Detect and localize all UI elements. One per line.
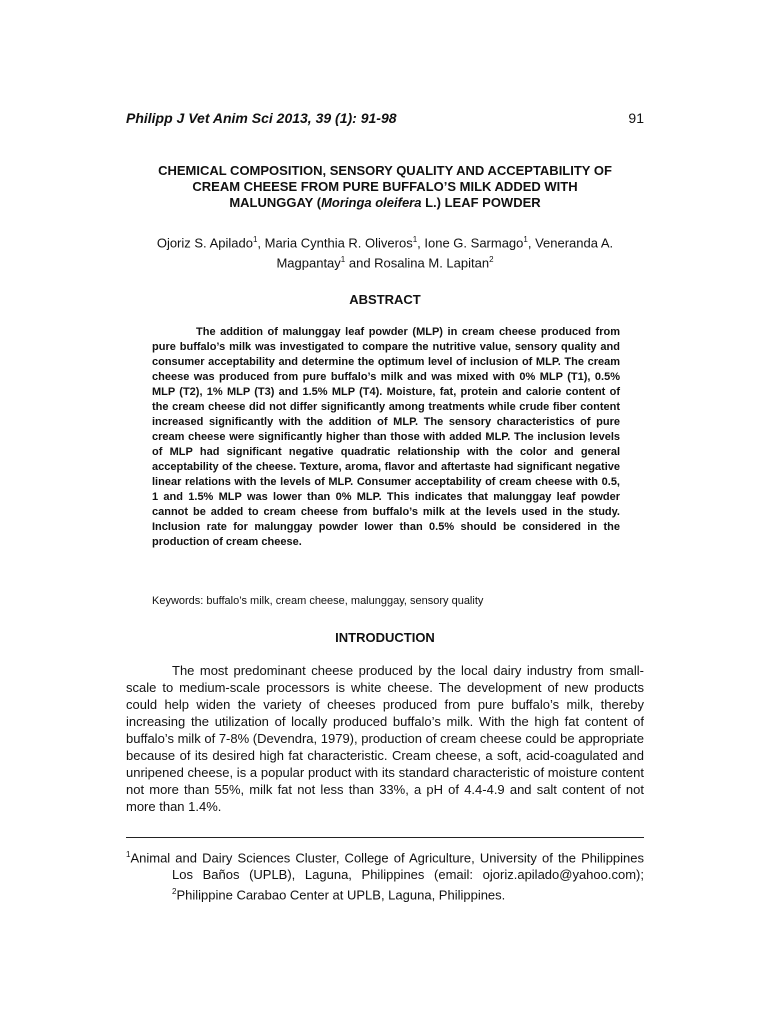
footnote-text: Philippine Carabao Center at UPLB, Laguna, Philippines. [176, 887, 506, 903]
title-species-name: Moringa oleifera [321, 195, 422, 210]
title-line-1: CHEMICAL COMPOSITION, SENSORY QUALITY AND ACCEPTABILITY OF [158, 163, 612, 178]
abstract-text: The addition of malunggay leaf powder (MLP) in cream cheese produced from pure buffalo’s milk was investigated to compare the nutritive value, sensory quality and consumer acceptability and determine the optimum level of inclusion of MLP. The cream cheese was produced from pure buffalo’s milk and was mixed with 0% MLP (T1), 0.5% MLP (T2), 1% MLP (T3) and 1.5% MLP (T4). Moisture, fat, protein and calorie content of the cream cheese did not differ significantly among treatments while crude fiber content increased significantly with the addition of MLP. The sensory characteristics of pure cream cheese were significantly higher than those with added MLP. The inclusion levels of MLP had significant negative quadratic relationship with the color and general acceptability of the cheese. Texture, aroma, flavor and aftertaste had significant negative linear relations with the levels of MLP. Consumer acceptability of cream cheese with 0.5, 1 and 1.5% MLP was lower than 0% MLP. This indicates that malunggay leaf powder cannot be added to cream cheese from buffalo’s milk at the levels used in the study. Inclusion rate for malunggay powder lower than 0.5% should be considered in the production of cream cheese. [152, 326, 620, 548]
introduction-text: The most predominant cheese produced by the local dairy industry from small-scale to medium-scale processors is white cheese. The development of new products could help widen the variety of cheeses produced from pure buffalo’s milk, thereby increasing the utilization of locally produced buffalo’s milk. With the high fat content of buffalo’s milk of 7-8% (Devendra, 1979), production of cream cheese could be appropriate because of its desired high fat characteristic. Cream cheese, a soft, acid-coagulated and unripened cheese, is a popular product with its standard characteristic of moisture content not more than 55%, milk fat not less than 33%, a pH of 4.4-4.9 and salt content of not more than 1.4%. [126, 663, 644, 814]
footnote-mark: 1 [126, 850, 131, 859]
journal-citation: Philipp J Vet Anim Sci 2013, 39 (1): 91-98 [126, 110, 397, 126]
author-affiliation-mark: 2 [489, 255, 494, 265]
abstract-body [152, 325, 620, 550]
title-line-2: CREAM CHEESE FROM PURE BUFFALO’S MILK ADDED WITH [192, 179, 578, 194]
page-number: 91 [628, 110, 644, 126]
title-line-3-post: L.) LEAF POWDER [421, 195, 541, 210]
author-affiliation-mark: 1 [523, 235, 528, 244]
author-affiliation-mark: 1 [340, 255, 346, 265]
paper-title [126, 163, 644, 211]
running-header [126, 110, 644, 126]
author-list [126, 231, 644, 272]
title-line-3-pre: MALUNGGAY ( [229, 195, 322, 210]
author-affiliation-mark: 1 [252, 235, 258, 244]
author-name: , Ione G. Sarmago [417, 235, 524, 251]
author-name: , Maria Cynthia R. Oliveros [257, 235, 413, 251]
footnote-text: Animal and Dairy Sciences Cluster, College of Agriculture, University of the Philippines Los Baños (UPLB), Laguna, Philippines (email: ojoriz.apilado@yahoo.com); [130, 850, 644, 883]
author-name: Ojoriz S. Apilado [156, 235, 253, 251]
author-name: , Veneranda A. Magpantay [276, 235, 614, 271]
author-affiliation-mark: 1 [412, 235, 418, 244]
affiliation-footnote [126, 846, 644, 904]
introduction-body [126, 662, 644, 815]
keywords: Keywords: buffalo’s milk, cream cheese, malunggay, sensory quality [152, 595, 484, 607]
abstract-heading: ABSTRACT [349, 292, 421, 307]
footnote-divider [126, 837, 644, 838]
introduction-heading: INTRODUCTION [335, 630, 435, 645]
title-line-3 [126, 195, 644, 211]
author-name: and Rosalina M. Lapitan [345, 255, 490, 271]
footnote-mark: 2 [172, 887, 177, 897]
